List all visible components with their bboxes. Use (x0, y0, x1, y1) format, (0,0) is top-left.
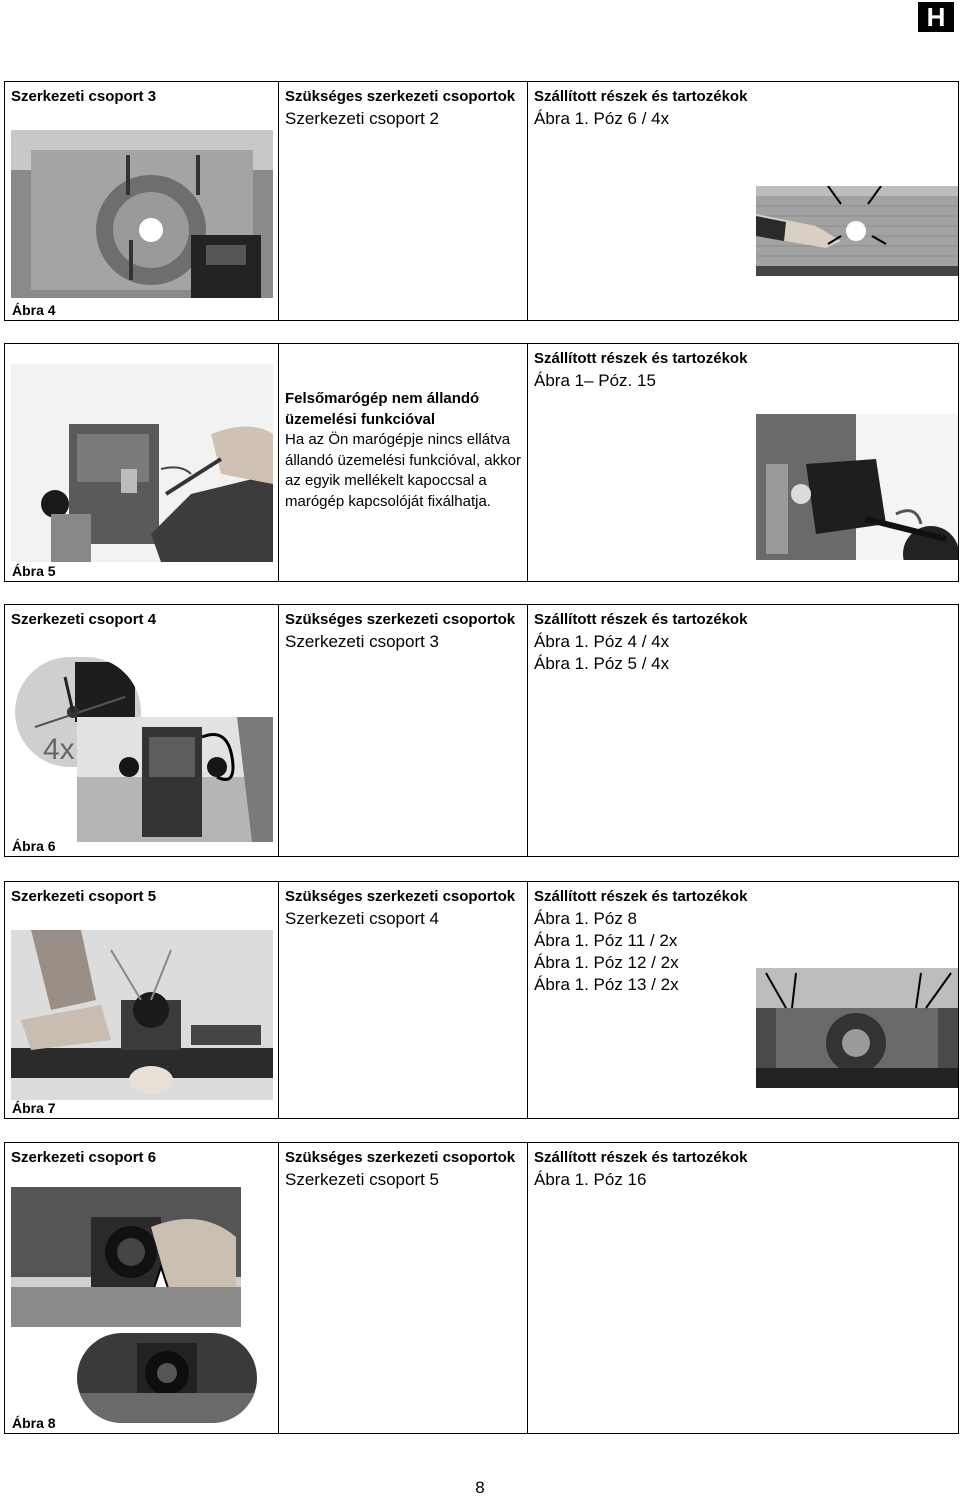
parts-item: Ábra 1. Póz 13 / 2x (534, 975, 679, 994)
group-title: Szerkezeti csoport 3 (11, 88, 157, 105)
parts-column (528, 605, 750, 856)
group-section-4 (4, 604, 959, 857)
required-value: Szerkezeti csoport 2 (285, 109, 440, 128)
supplied-label: Szállított részek és tartozékok (534, 611, 748, 628)
empty-column (750, 605, 958, 856)
required-label: Szükséges szerkezeti csoportok (285, 88, 516, 105)
supplied-label: Szállított részek és tartozékok (534, 1149, 748, 1166)
photo-fence-underside (756, 968, 958, 1088)
group-column (5, 605, 279, 856)
photo-column (750, 882, 958, 1118)
figure-caption: Ábra 8 (12, 1415, 56, 1431)
required-value: Szerkezeti csoport 4 (285, 909, 440, 928)
note-column (279, 344, 528, 581)
required-label: Szükséges szerkezeti csoportok (285, 611, 516, 628)
note-section (4, 343, 959, 582)
group-title: Szerkezeti csoport 4 (11, 611, 157, 628)
note-heading: Felsőmarógép nem állandó üzemelési funkcióval (285, 390, 480, 428)
note-body: Ha az Ön marógépje nincs ellátva állandó üzemelési funkcióval, akkor az egyik mellékelt kapoccsal a marógép kapcsolóját fixálhatja. (285, 431, 521, 510)
parts-item: Ábra 1. Póz 16 (534, 1170, 647, 1189)
parts-item: Ábra 1. Póz 11 / 2x (534, 931, 678, 950)
required-value: Szerkezeti csoport 3 (285, 632, 440, 651)
parts-column (528, 344, 750, 581)
required-column (279, 1143, 528, 1433)
figure-caption: Ábra 5 (12, 563, 56, 579)
required-column (279, 882, 528, 1118)
parts-item: Ábra 1. Póz 6 / 4x (534, 109, 670, 128)
parts-column (528, 1143, 750, 1433)
empty-column (750, 1143, 958, 1433)
group-section-5 (4, 881, 959, 1119)
supplied-label: Szállított részek és tartozékok (534, 888, 748, 905)
group-title: Szerkezeti csoport 5 (11, 888, 157, 905)
parts-item: Ábra 1– Póz. 15 (534, 371, 656, 390)
page-number: 8 (475, 1478, 485, 1497)
parts-item: Ábra 1. Póz 8 (534, 909, 638, 928)
parts-item: Ábra 1. Póz 4 / 4x (534, 632, 670, 651)
required-label: Szükséges szerkezeti csoportok (285, 888, 516, 905)
group-section-6 (4, 1142, 959, 1434)
parts-column (528, 82, 750, 320)
figure-caption: Ábra 6 (12, 838, 56, 854)
group-section-3 (4, 81, 959, 321)
parts-column (528, 882, 750, 1118)
figure-caption: Ábra 7 (12, 1100, 56, 1116)
required-value: Szerkezeti csoport 5 (285, 1170, 440, 1189)
required-column (279, 605, 528, 856)
group-column (5, 882, 279, 1118)
photo-fence-assembly (11, 930, 273, 1100)
photo-router-mounted (77, 717, 273, 842)
parts-item: Ábra 1. Póz 12 / 2x (534, 953, 679, 972)
photo-column (750, 82, 958, 320)
group-column (5, 1143, 279, 1433)
photo-column (5, 344, 279, 581)
quantity-overlay: 4x (43, 733, 75, 766)
supplied-label: Szállított részek és tartozékok (534, 88, 748, 105)
group-title: Szerkezeti csoport 6 (11, 1149, 157, 1166)
parts-item: Ábra 1. Póz 5 / 4x (534, 654, 670, 673)
photo-extraction-port (11, 1187, 241, 1327)
language-mark: H (918, 2, 954, 32)
photo-table-underside (11, 130, 273, 298)
required-column (279, 82, 528, 320)
figure-caption: Ábra 4 (12, 302, 56, 318)
photo-table-top (756, 186, 958, 276)
photo-router-clip (11, 364, 273, 562)
supplied-label: Szállított részek és tartozékok (534, 350, 748, 367)
photo-switch-clip (756, 414, 958, 560)
photo-column (750, 344, 958, 581)
group-column (5, 82, 279, 320)
required-label: Szükséges szerkezeti csoportok (285, 1149, 516, 1166)
photo-extraction-port-detail (77, 1333, 257, 1423)
